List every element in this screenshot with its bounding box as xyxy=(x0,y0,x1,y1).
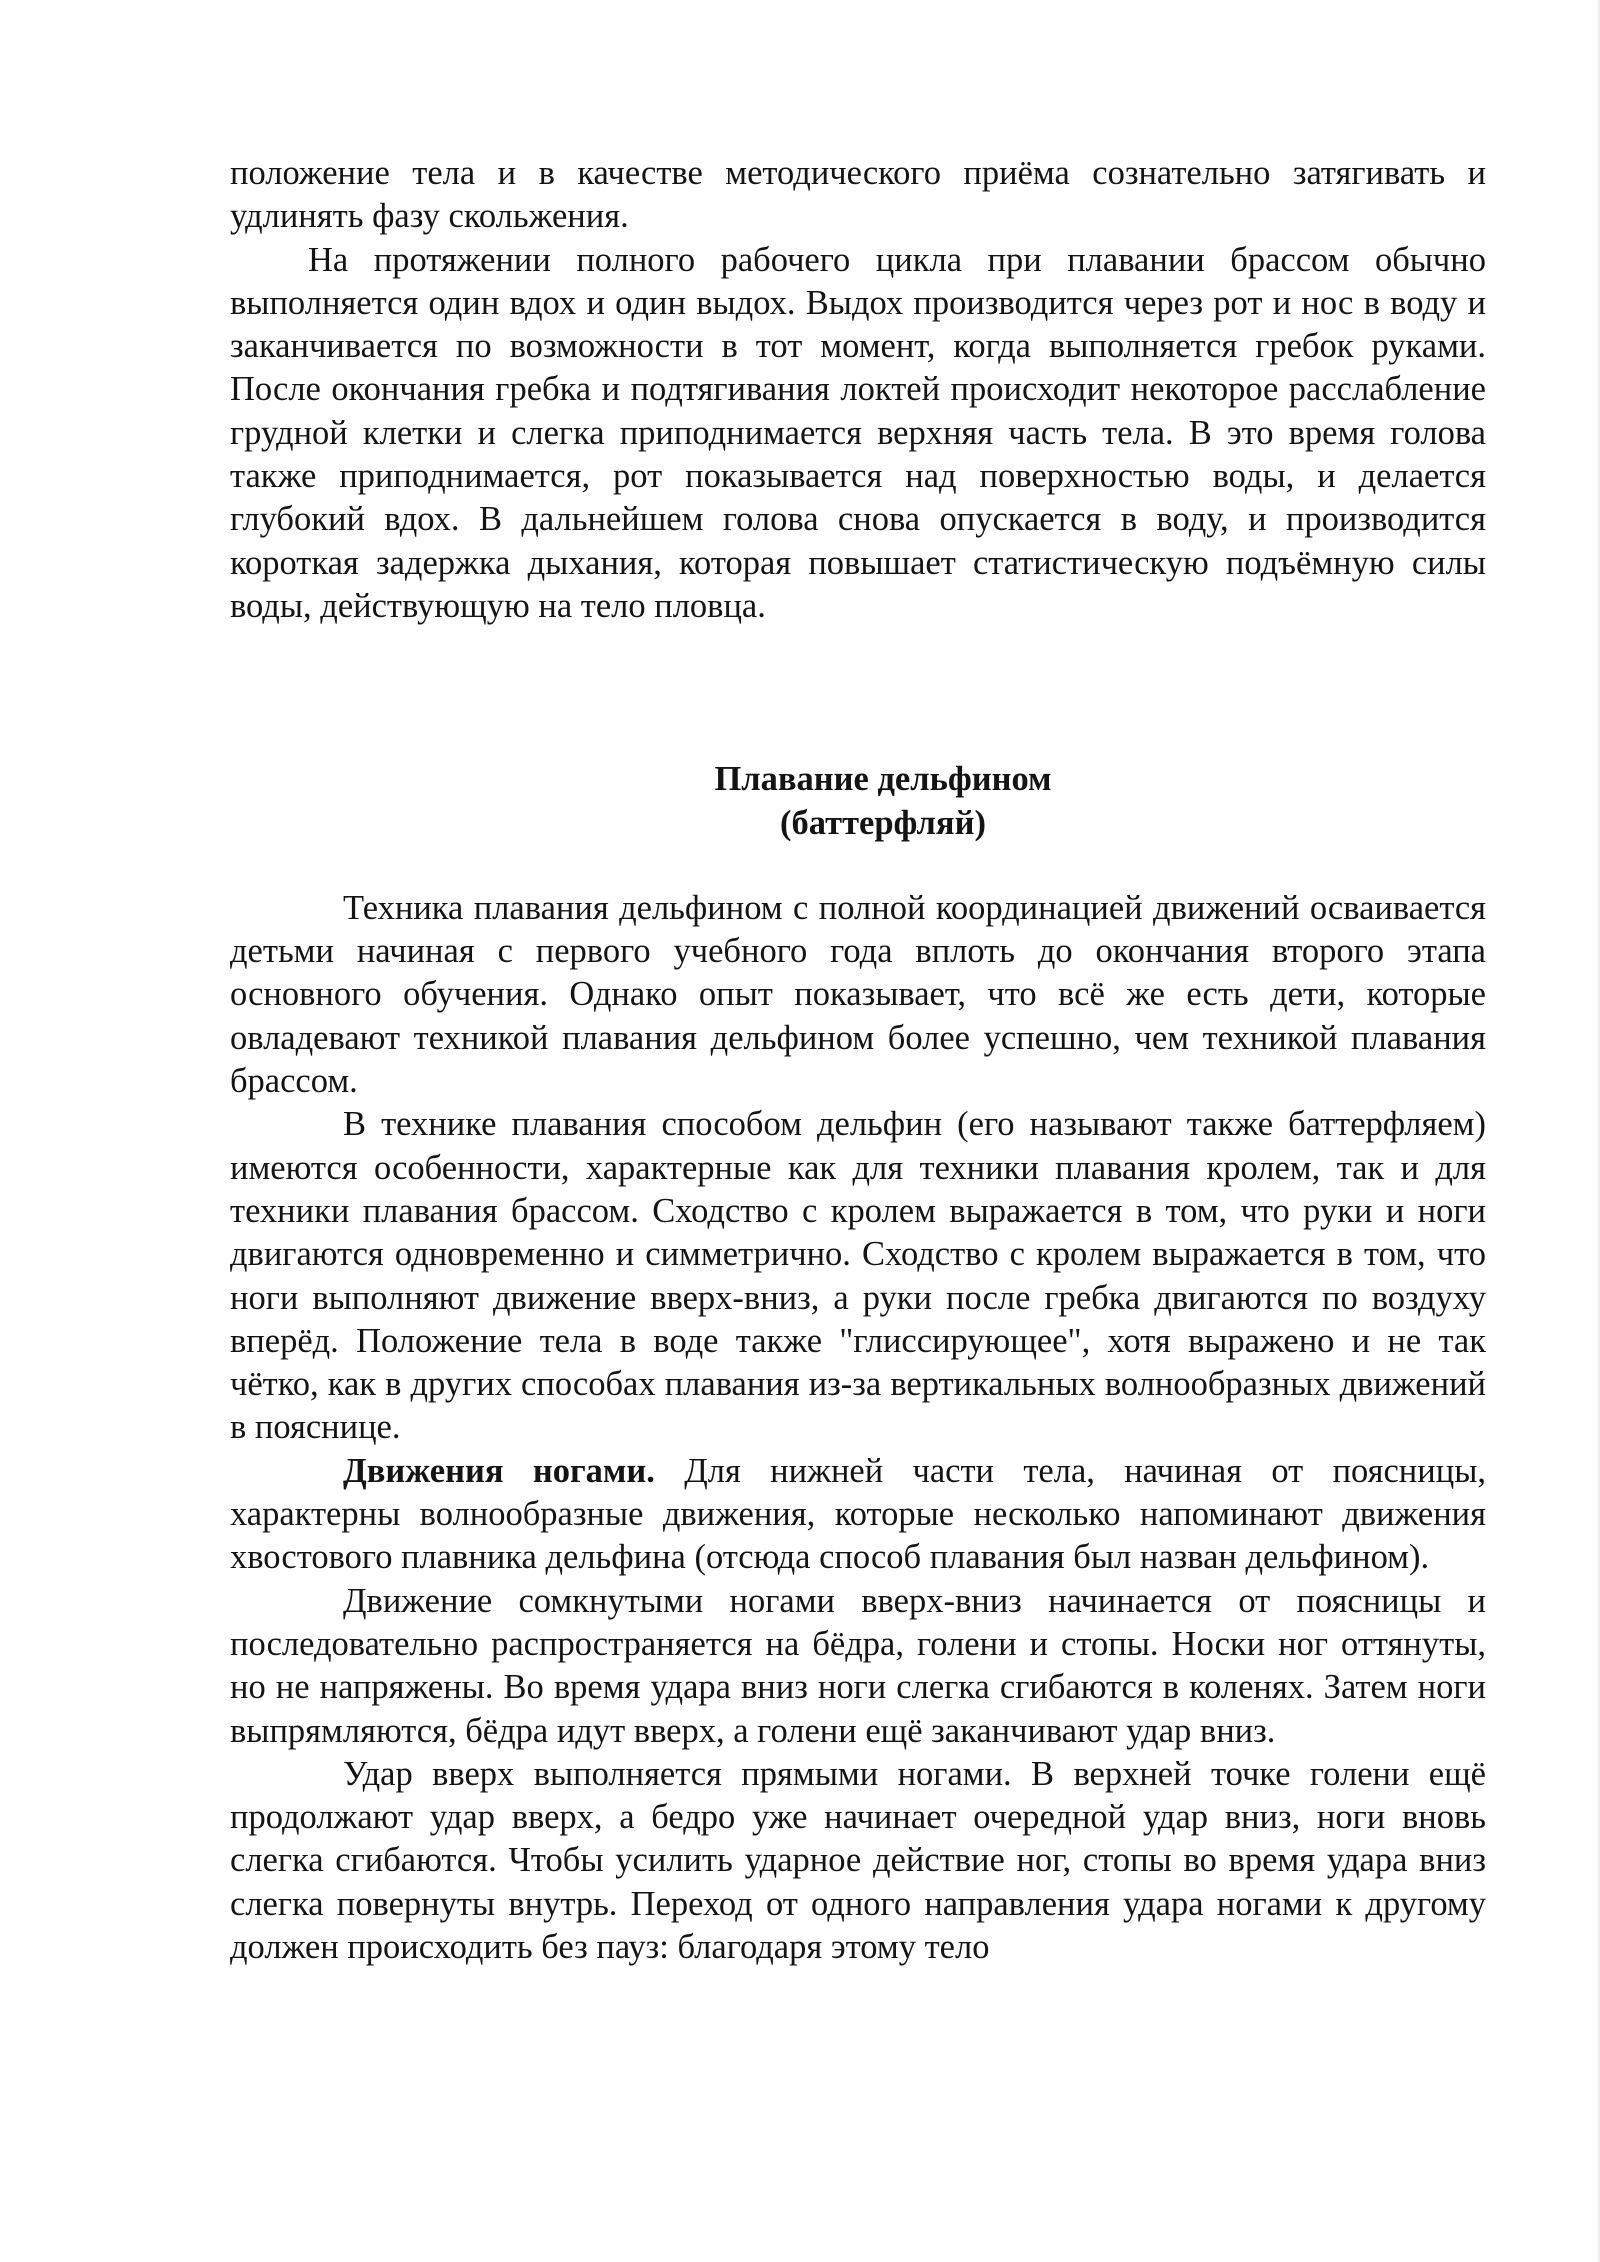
paragraph: Техника плавания дельфином с полной координацией движений осваивается детьми начиная с первого учебного года вплоть до окончания второго этапа основного обучения. Однако опыт показывает, что всё же есть дети, которые овладевают техникой плавания дельфином более успешно, чем техникой плавания брассом. xyxy=(230,888,1486,1101)
paragraph: В технике плавания способом дельфин (его называют также баттерфляем) имеются особенности, характерные как для техники плавания кролем, так и для техники плавания брассом. Сходство с кролем выражается в том, что руки и ноги двигаются одновременно и симметрично. Сходство с кролем выражается в том, что ноги выполняют движение вверх-вниз, а руки после гребка двигаются по воздуху вперёд. Положение тела в воде также "глиссирующее", хотя выражено и не так чётко, как в других способах плавания из-за вертикальных волнообразных движений в пояснице. xyxy=(230,1105,1486,1447)
paragraph xyxy=(230,1450,1486,1580)
section-title-line1: Плавание дельфином xyxy=(714,760,1052,799)
paragraph-text: Для нижней части тела, начиная от поясницы, характерны волнообразные движения, которые несколько напоминают движения хвостового плавника дельфина (отсюда способ плавания был назван дельфином). xyxy=(230,1451,1486,1577)
document-page xyxy=(230,152,1486,1969)
paragraph: Удар вверх выполняется прямыми ногами. В верхней точке голени ещё продолжают удар вверх, а бедро уже начинает очередной удар вниз, ноги вновь слегка сгибаются. Чтобы усилить ударное действие ног, стопы во время удара вниз слегка повернуты внутрь. Переход от одного направления удара ногами к другому должен происходить без пауз: благодаря этому тело xyxy=(230,1754,1486,1966)
page-edge xyxy=(1596,0,1600,2262)
paragraph: положение тела и в качестве методического приёма сознательно затягивать и удлинять фазу скольжения. xyxy=(230,154,1486,236)
spacer xyxy=(230,628,1486,758)
paragraph: Движение сомкнутыми ногами вверх-вниз начинается от поясницы и последовательно распространяется на бёдра, голени и стопы. Носки ног оттянуты, но не напряжены. Во время удара вниз ноги слегка сгибаются в коленях. Затем ноги выпрямляются, бёдра идут вверх, а голени ещё заканчивают удар вниз. xyxy=(230,1581,1486,1750)
section-title-line2: (баттерфляй) xyxy=(780,803,986,842)
paragraph: На протяжении полного рабочего цикла при плавании брассом обычно выполняется один вдох и один выдох. Выдох производится через рот и нос в воду и заканчивается по возможности в тот момент, когда выполняется гребок руками. После окончания гребка и подтягивания локтей происходит некоторое расслабление грудной клетки и слегка приподнимается верхняя часть тела. В это время голова также приподнимается, рот показывается над поверхностью воды, и делается глубокий вдох. В дальнейшем голова снова опускается в воду, и производится короткая задержка дыхания, которая повышает статистическую подъёмную силы воды, действующую на тело пловца. xyxy=(230,240,1486,625)
spacer xyxy=(230,845,1486,887)
paragraph-heading: Движения ногами. xyxy=(343,1451,655,1490)
section-title xyxy=(230,758,1486,845)
